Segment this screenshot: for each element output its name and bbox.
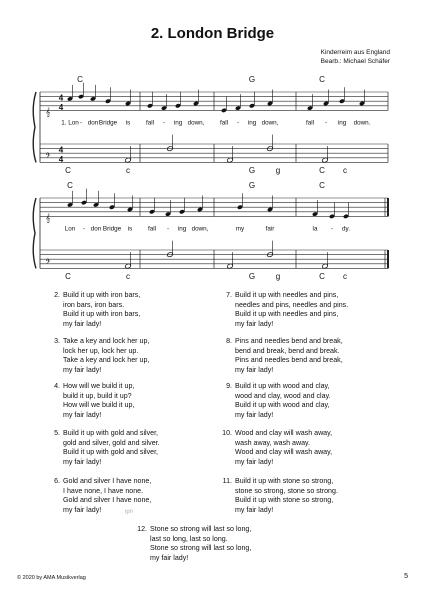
bass-chord-label: C	[319, 272, 325, 281]
bass-chord-label: c	[343, 272, 347, 281]
lyric-syllable: -	[324, 119, 328, 127]
lyric-syllable: ing	[173, 119, 183, 127]
bass-clef-icon: 𝄢	[45, 151, 51, 161]
lyric-syllable: -	[162, 119, 166, 127]
verse-lines	[63, 477, 151, 515]
verse-line: I have none, I have none.	[63, 486, 144, 495]
verse-line: Build it up with stone so strong,	[235, 477, 334, 485]
time-sig-bottom: 4	[58, 154, 64, 164]
verse-number: 3.	[54, 337, 60, 345]
lyric-syllable: Bridge	[98, 119, 118, 127]
verse-line: lock her up, lock her up.	[63, 346, 139, 355]
brace	[33, 92, 36, 162]
verse-line: my fair lady!	[63, 410, 102, 419]
verse-number: 7.	[226, 291, 232, 299]
lyric-syllable: ing	[337, 119, 347, 127]
lyric-syllable: down,	[191, 225, 209, 233]
verse-line: Pins and needles bend and break,	[235, 356, 343, 365]
lyric-syllable: is	[127, 225, 133, 233]
verse-line: Stone so strong will last so long,	[150, 544, 252, 553]
verse-lines	[63, 291, 140, 329]
system-1	[33, 75, 388, 175]
lyric-syllable: is	[125, 119, 131, 127]
verse	[46, 429, 216, 467]
treble-clef-icon: 𝄞	[45, 213, 51, 223]
verse-line: Gold and silver I have none,	[63, 477, 152, 485]
verse-number: 2.	[54, 291, 60, 299]
verse-line: stone so strong, stone so strong.	[235, 486, 338, 495]
chord-symbol: C	[319, 75, 325, 84]
time-sig-bottom: 4	[58, 102, 64, 112]
lyric-syllable: la	[312, 225, 318, 233]
verse-line: my fair lady!	[235, 319, 274, 328]
verse-line: Pins and needles bend and break,	[235, 337, 343, 345]
verse-line: How will we build it up,	[63, 382, 135, 390]
verse-lines	[235, 291, 348, 329]
verse-number: 9.	[226, 382, 232, 390]
verse-lines	[235, 477, 338, 515]
verse-line: my fair lady!	[150, 553, 189, 562]
verse	[46, 291, 216, 329]
lyric-syllable: 1. Lon	[61, 119, 79, 127]
verse	[218, 477, 388, 515]
verse-lines	[63, 337, 149, 375]
lyric-syllable: down,	[187, 119, 205, 127]
lyric-syllable: fall	[219, 119, 229, 127]
lyric-syllable: ing	[247, 119, 257, 127]
verse-number: 12.	[137, 525, 147, 533]
bass-chord-label: G	[248, 272, 256, 281]
verse-line: How will we build it up,	[63, 401, 135, 410]
verse-line: Take a key and lock her up,	[63, 356, 150, 365]
time-sig-top: 4	[58, 145, 64, 155]
lyric-syllable: fair	[265, 225, 275, 233]
chord-symbol: C	[67, 181, 73, 190]
bass-chord-label: g	[275, 272, 281, 281]
verse-line: Build it up with needles and pins,	[235, 291, 339, 299]
verse	[46, 337, 216, 375]
verse-lines	[235, 429, 332, 467]
chord-symbol: G	[248, 75, 256, 84]
verse-line: Take a key and lock her up,	[63, 337, 150, 345]
bass-chord-label: C	[319, 166, 325, 175]
bass-chord-label: C	[65, 166, 71, 175]
verse-line: Build it up with stone so strong,	[235, 496, 334, 505]
lyric-syllable: down.	[353, 119, 371, 127]
verse-line: build it up, build it up?	[63, 391, 132, 400]
verse-line: my fair lady!	[63, 319, 102, 328]
bass-clef-icon: 𝄢	[45, 257, 51, 267]
lyric-syllable: -	[236, 119, 240, 127]
watermark: ipn	[124, 508, 134, 516]
bass-chord-label: c	[343, 166, 347, 175]
lyric-syllable: Lon	[64, 225, 76, 233]
system-2	[33, 181, 388, 281]
verse-line: last so long, last so long.	[150, 534, 228, 543]
bass-chord-label: g	[275, 166, 281, 175]
verse-lines	[63, 429, 160, 467]
lyric-syllable: -	[330, 225, 334, 233]
lyric-syllable: my	[235, 225, 245, 233]
verse-line: Build it up with wood and clay,	[235, 401, 330, 410]
verse-line: Wood and clay will wash away,	[235, 429, 333, 437]
verse	[46, 382, 216, 420]
verse-line: Build it up with iron bars,	[63, 310, 141, 319]
lyric-syllable: don	[90, 225, 102, 233]
verse-line: my fair lady!	[235, 365, 274, 374]
verse-lines	[235, 337, 343, 375]
bass-chord-label: c	[126, 272, 130, 281]
chord-symbol: C	[319, 181, 325, 190]
verse-line: gold and silver, gold and silver.	[63, 438, 160, 447]
verse-number: 6.	[54, 477, 60, 485]
lyric-syllable: Bridge	[102, 225, 122, 233]
lyric-syllable: fall	[305, 119, 315, 127]
lyric-syllable: fall	[145, 119, 155, 127]
verse-line: iron bars, iron bars.	[63, 300, 125, 309]
verse-lines	[63, 382, 134, 420]
bass-chord-label: C	[65, 272, 71, 281]
lyric-syllable: -	[166, 225, 170, 233]
verse-line: Gold and silver I have none,	[63, 496, 152, 505]
lyric-syllable: down,	[261, 119, 279, 127]
verse-line: needles and pins, needles and pins.	[235, 300, 349, 309]
lyric-syllable: ing	[177, 225, 187, 233]
verse-line: bend and break, bend and break.	[235, 346, 340, 355]
chord-symbol: G	[248, 181, 256, 190]
verse-line: Build it up with gold and silver,	[63, 429, 159, 437]
verse-line: my fair lady!	[235, 410, 274, 419]
credit-origin: Kinderreim aus England	[320, 49, 390, 56]
copyright: © 2020 by AMA Musikverlag	[17, 575, 86, 581]
brace	[33, 198, 36, 268]
chord-symbol: C	[77, 75, 83, 84]
verse-lines	[150, 525, 251, 563]
verse-line: Build it up with wood and clay,	[235, 382, 330, 390]
sheet-music	[0, 70, 425, 285]
verse-line: Build it up with gold and silver,	[63, 448, 159, 457]
verse	[218, 337, 388, 375]
lyric-syllable: -	[79, 119, 83, 127]
verse-line: Wood and clay will wash away,	[235, 448, 333, 457]
verse-line: Build it up with needles and pins,	[235, 310, 339, 319]
lyric-syllable: -	[82, 225, 86, 233]
verse-number: 4.	[54, 382, 60, 390]
lyric-syllable: dy.	[342, 225, 350, 233]
verse-line: my fair lady!	[63, 365, 102, 374]
credits	[321, 48, 390, 66]
page-title: 2. London Bridge	[150, 25, 275, 42]
verse	[218, 291, 388, 329]
lyric-syllable: don	[87, 119, 99, 127]
verse-number: 8.	[226, 337, 232, 345]
verse-number: 10.	[222, 429, 232, 437]
verse-line: Build it up with iron bars,	[63, 291, 141, 299]
bass-chord-label: c	[126, 166, 130, 175]
credit-arranger: Bearb.: Michael Schäfer	[320, 58, 390, 65]
verse-line: my fair lady!	[63, 457, 102, 466]
verse-lines	[235, 382, 331, 420]
verse-line: my fair lady!	[63, 505, 102, 514]
lyric-syllable: fall	[147, 225, 157, 233]
page-number: 5	[404, 573, 408, 580]
time-sig-top: 4	[58, 93, 64, 103]
treble-clef-icon: 𝄞	[45, 107, 51, 117]
verse-line: my fair lady!	[235, 505, 274, 514]
verse-line: wash away, wash away.	[235, 438, 311, 447]
verse-number: 5.	[54, 429, 60, 437]
verse-line: my fair lady!	[235, 457, 274, 466]
verse	[133, 525, 303, 563]
verse	[218, 382, 388, 420]
verse	[218, 429, 388, 467]
verse-line: wood and clay, wood and clay.	[235, 391, 331, 400]
bass-chord-label: G	[248, 166, 256, 175]
verse-number: 11.	[222, 477, 232, 485]
verse-line: Stone so strong will last so long,	[150, 525, 252, 533]
